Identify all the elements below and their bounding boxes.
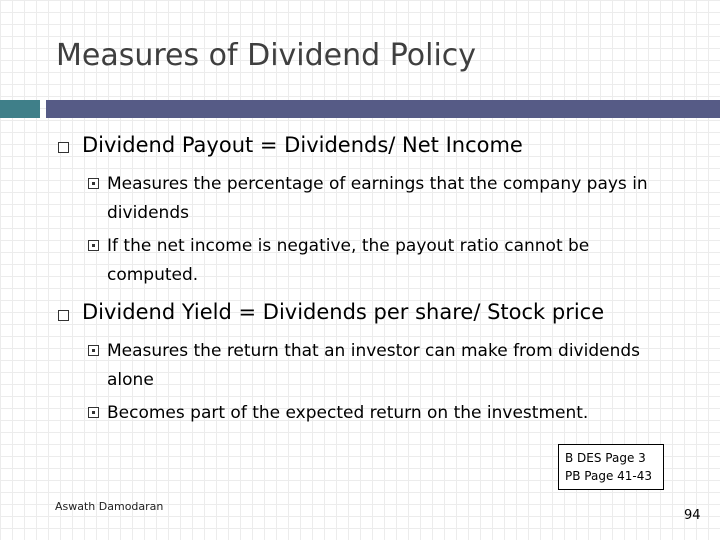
page-number: 94 [684, 508, 701, 523]
reference-box [558, 444, 664, 490]
sub-bullet-yield-measure: Measures the return that an investor can make from dividends alone [107, 341, 641, 390]
reference-line-1: B DES Page 3 [565, 451, 646, 465]
bullet-dividend-yield: Dividend Yield = Dividends per share/ Stock price [82, 300, 605, 324]
square-dot-bullet-icon [88, 407, 99, 418]
sub-bullet-payout-measure: Measures the percentage of earnings that the company pays in dividends [107, 174, 648, 223]
accent-bar-right [46, 100, 720, 118]
hollow-square-bullet-icon [58, 142, 69, 153]
square-dot-bullet-icon [88, 178, 99, 189]
sub-bullet-payout-negative: If the net income is negative, the payout ratio cannot be computed. [107, 236, 590, 285]
footer-author: Aswath Damodaran [55, 500, 164, 513]
hollow-square-bullet-icon [58, 310, 69, 321]
square-dot-bullet-icon [88, 240, 99, 251]
accent-bar-left [0, 100, 40, 118]
bullet-dividend-payout: Dividend Payout = Dividends/ Net Income [82, 133, 523, 157]
slide-title: Measures of Dividend Policy [56, 38, 477, 73]
sub-bullet-yield-expected-return: Becomes part of the expected return on the investment. [107, 403, 589, 423]
reference-line-2: PB Page 41-43 [565, 469, 653, 483]
square-dot-bullet-icon [88, 345, 99, 356]
